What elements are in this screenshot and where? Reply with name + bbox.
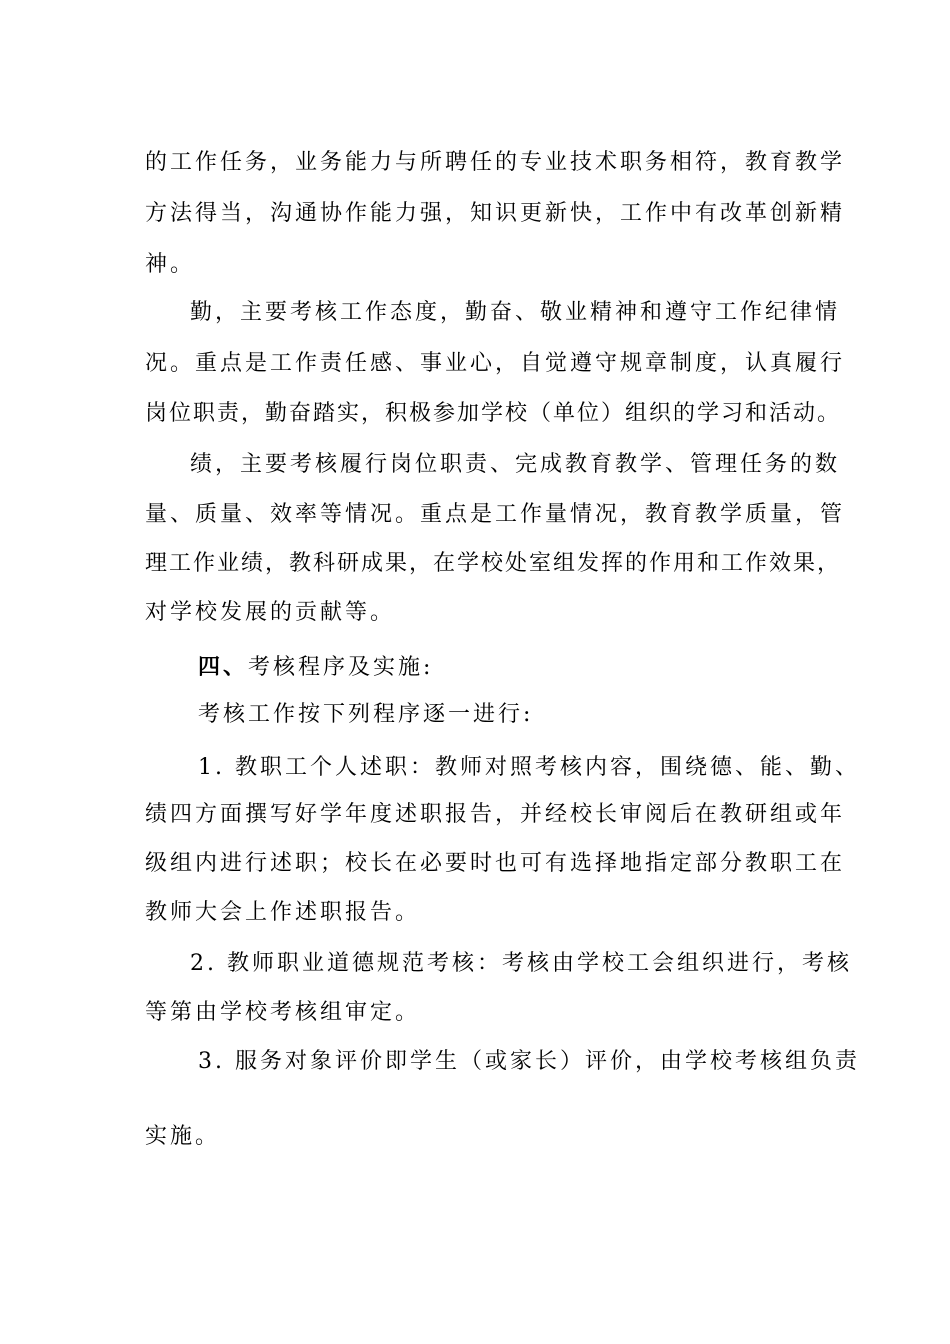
text-line-15: 级组内进行述职；校长在必要时也可有选择地指定部分教职工在 — [145, 851, 846, 876]
text-line-20: 实施。 — [145, 1124, 221, 1149]
section-heading — [198, 652, 433, 683]
text-line-19: 3. 服务对象评价即学生（或家长）评价，由学校考核组负责 — [198, 1049, 860, 1074]
text-line-3: 神。 — [145, 252, 196, 277]
text-line-4: 勤，主要考核工作态度，勤奋、敬业精神和遵守工作纪律情 — [190, 300, 841, 325]
text-line-1: 的工作任务，业务能力与所聘任的专业技术职务相符，教育教学 — [145, 150, 846, 175]
text-line-6: 岗位职责，勤奋踏实，积极参加学校（单位）组织的学习和活动。 — [145, 401, 842, 426]
text-line-8: 量、质量、效率等情况。重点是工作量情况，教育教学质量，管 — [145, 502, 846, 527]
text-line-10: 对学校发展的贡献等。 — [145, 600, 396, 625]
section-heading-title: 考核程序及实施: — [248, 655, 434, 680]
text-line-18: 等第由学校考核组审定。 — [145, 1000, 421, 1025]
text-line-7: 绩，主要考核履行岗位职责、完成教育教学、管理任务的数 — [190, 452, 841, 477]
text-line-9: 理工作业绩，教科研成果，在学校处室组发挥的作用和工作效果， — [145, 551, 842, 576]
text-line-5: 况。重点是工作责任感、事业心，自觉遵守规章制度，认真履行 — [145, 351, 846, 376]
text-line-13: 1. 教职工个人述职：教师对照考核内容，围绕德、能、勤、 — [198, 755, 860, 780]
text-line-2: 方法得当，沟通协作能力强，知识更新快，工作中有改革创新精 — [145, 201, 846, 226]
text-line-16: 教师大会上作述职报告。 — [145, 900, 421, 925]
text-line-14: 绩四方面撰写好学年度述职报告，并经校长审阅后在教研组或年 — [145, 802, 846, 827]
text-line-17: 2. 教师职业道德规范考核：考核由学校工会组织进行，考核 — [190, 951, 852, 976]
text-line-12: 考核工作按下列程序逐一进行: — [198, 702, 534, 727]
section-heading-number: 四、 — [198, 654, 249, 680]
